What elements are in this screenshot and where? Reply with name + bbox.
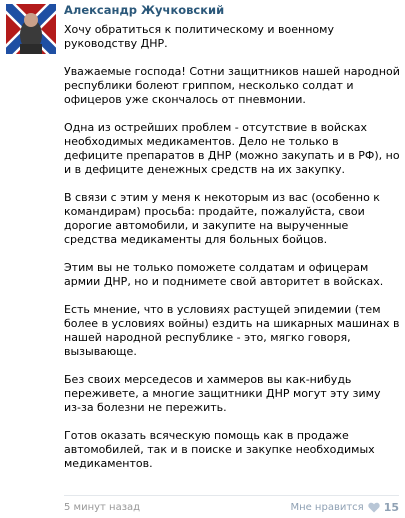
heart-icon xyxy=(368,502,380,513)
post-paragraph: В связи с этим у меня к некоторым из вас (особенно к командирам) просьба: продайте, пожалуйста, свои дорогие автомобили, и закупите на вырученные средства медикаменты для больных бойцов. xyxy=(64,191,380,246)
post-paragraph: Этим вы не только поможете солдатам и офицерам армии ДНР, но и поднимете свой авторитет в войсках. xyxy=(64,261,384,288)
like-label: Мне нравится xyxy=(290,502,364,513)
author-name-link[interactable]: Александр Жучковский xyxy=(64,3,225,17)
post-paragraph: Уважаемые господа! Сотни защитников нашей народной республики болеют гриппом, несколько солдат и офицеров уже скончалось от пневмонии. xyxy=(64,65,400,106)
post-paragraph: Без своих мерседесов и хаммеров вы как-нибудь переживете, а многие защитники ДНР могут эту зиму из-за болезни не пережить. xyxy=(64,373,381,414)
post-paragraph: Одна из острейших проблем - отсутствие в войсках необходимых медикаментов. Дело не только в дефиците препаратов в ДНР (можно закупать и в РФ), но и в дефиците денежных средств на их закупку. xyxy=(64,121,400,176)
post-paragraph: Есть мнение, что в условиях растущей эпидемии (тем более в условиях войны) ездить на шикарных машинах в нашей народной республике - это, мягко говоря, вызывающе. xyxy=(64,303,400,358)
post-paragraph: Готов оказать всяческую помощь как в продаже автомобилей, так и в поиске и закупке необходимых медикаментов. xyxy=(64,429,375,470)
post-text xyxy=(64,23,400,485)
like-count: 15 xyxy=(383,501,399,514)
post-timestamp-link[interactable]: 5 минут назад xyxy=(64,502,141,513)
post-paragraph: Хочу обратиться к политическому и военному руководству ДНР. xyxy=(64,23,334,50)
avatar[interactable] xyxy=(6,4,56,54)
post-footer xyxy=(64,495,399,518)
novorossiya-flag-avatar-image xyxy=(6,4,56,54)
like-button[interactable] xyxy=(290,501,399,514)
